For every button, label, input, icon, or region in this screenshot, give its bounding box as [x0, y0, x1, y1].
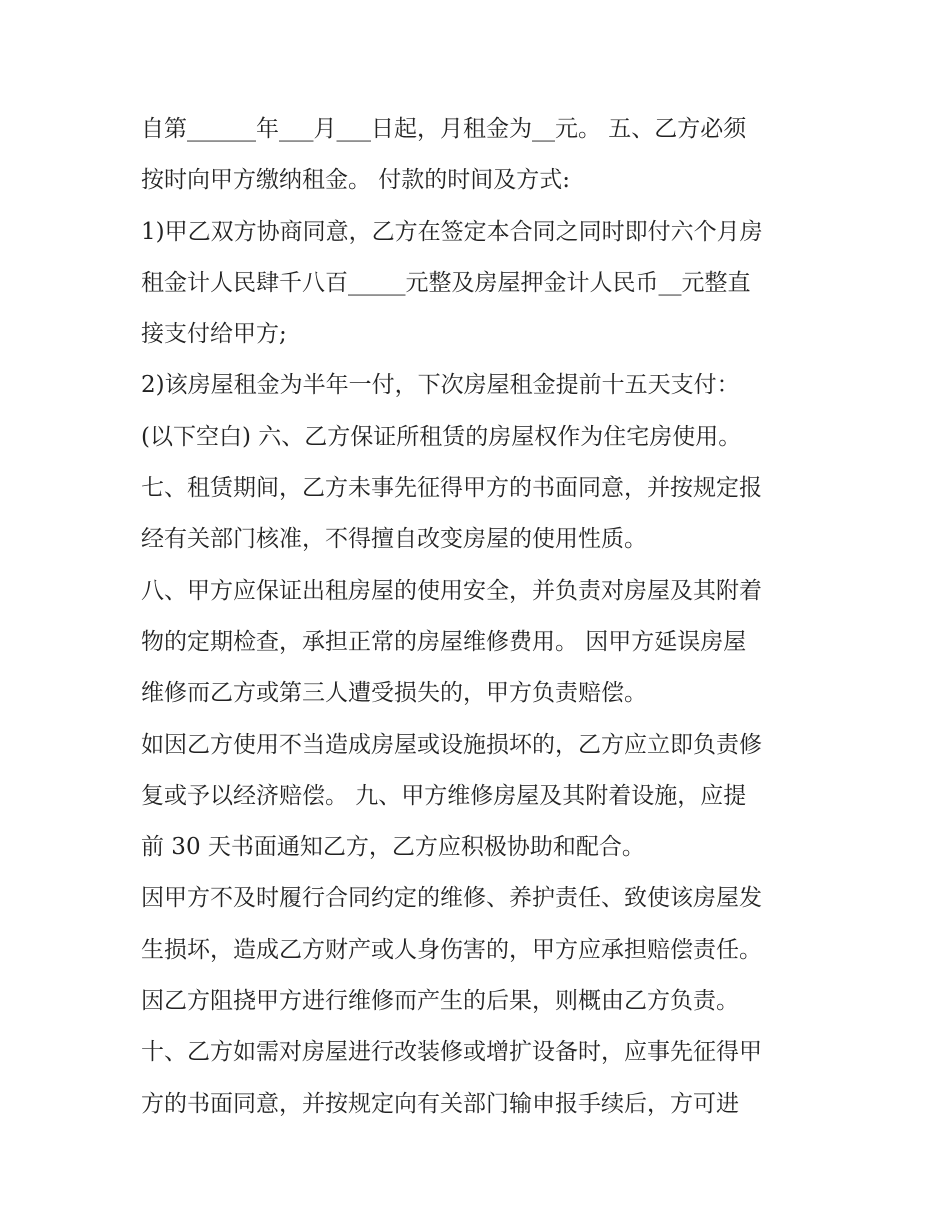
text-line: (以下空白) 六、乙方保证所租赁的房屋权作为住宅房使用。 — [141, 423, 742, 450]
text-line: 租金计人民肆千八百_____元整及房屋押金计人民币__元整直 — [141, 269, 751, 296]
text-line: 1)甲乙双方协商同意，乙方在签定本合同之同时即付六个月房 — [141, 218, 763, 245]
text-line: 经有关部门核准，不得擅自改变房屋的使用性质。 — [141, 526, 647, 553]
text-line: 因乙方阻挠甲方进行维修而产生的后果，则概由乙方负责。 — [141, 988, 739, 1015]
text-line: 如因乙方使用不当造成房屋或设施损坏的，乙方应立即负责修 — [141, 731, 762, 758]
text-line: 七、租赁期间，乙方未事先征得甲方的书面同意，并按规定报 — [141, 475, 762, 502]
text-line: 生损坏，造成乙方财产或人身伤害的，甲方应承担赔偿责任。 — [141, 936, 762, 963]
text-line: 方的书面同意，并按规定向有关部门输申报手续后，方可进 — [141, 1090, 739, 1117]
text-line: 接支付给甲方; — [141, 321, 287, 348]
text-line: 复或予以经济赔偿。 九、甲方维修房屋及其附着设施，应提 — [141, 782, 747, 809]
text-line: 按时向甲方缴纳租金。 付款的时间及方式: — [141, 167, 571, 194]
text-line: 因甲方不及时履行合同约定的维修、养护责任、致使该房屋发 — [141, 885, 762, 912]
document-body — [141, 104, 821, 1130]
text-line: 前 30 天书面通知乙方，乙方应积极协助和配合。 — [141, 834, 645, 861]
text-line: 八、甲方应保证出租房屋的使用安全，并负责对房屋及其附着 — [141, 577, 762, 604]
text-line: 物的定期检查，承担正常的房屋维修费用。 因甲方延误房屋 — [141, 628, 747, 655]
text-line: 2)该房屋租金为半年一付，下次房屋租金提前十五天支付： — [141, 372, 740, 399]
text-line: 自第______年___月___日起，月租金为__元。 五、乙方必须 — [141, 116, 747, 142]
text-line: 维修而乙方或第三人遭受损失的，甲方负责赔偿。 — [141, 680, 647, 707]
text-line: 十、乙方如需对房屋进行改装修或增扩设备时，应事先征得甲 — [141, 1039, 762, 1066]
